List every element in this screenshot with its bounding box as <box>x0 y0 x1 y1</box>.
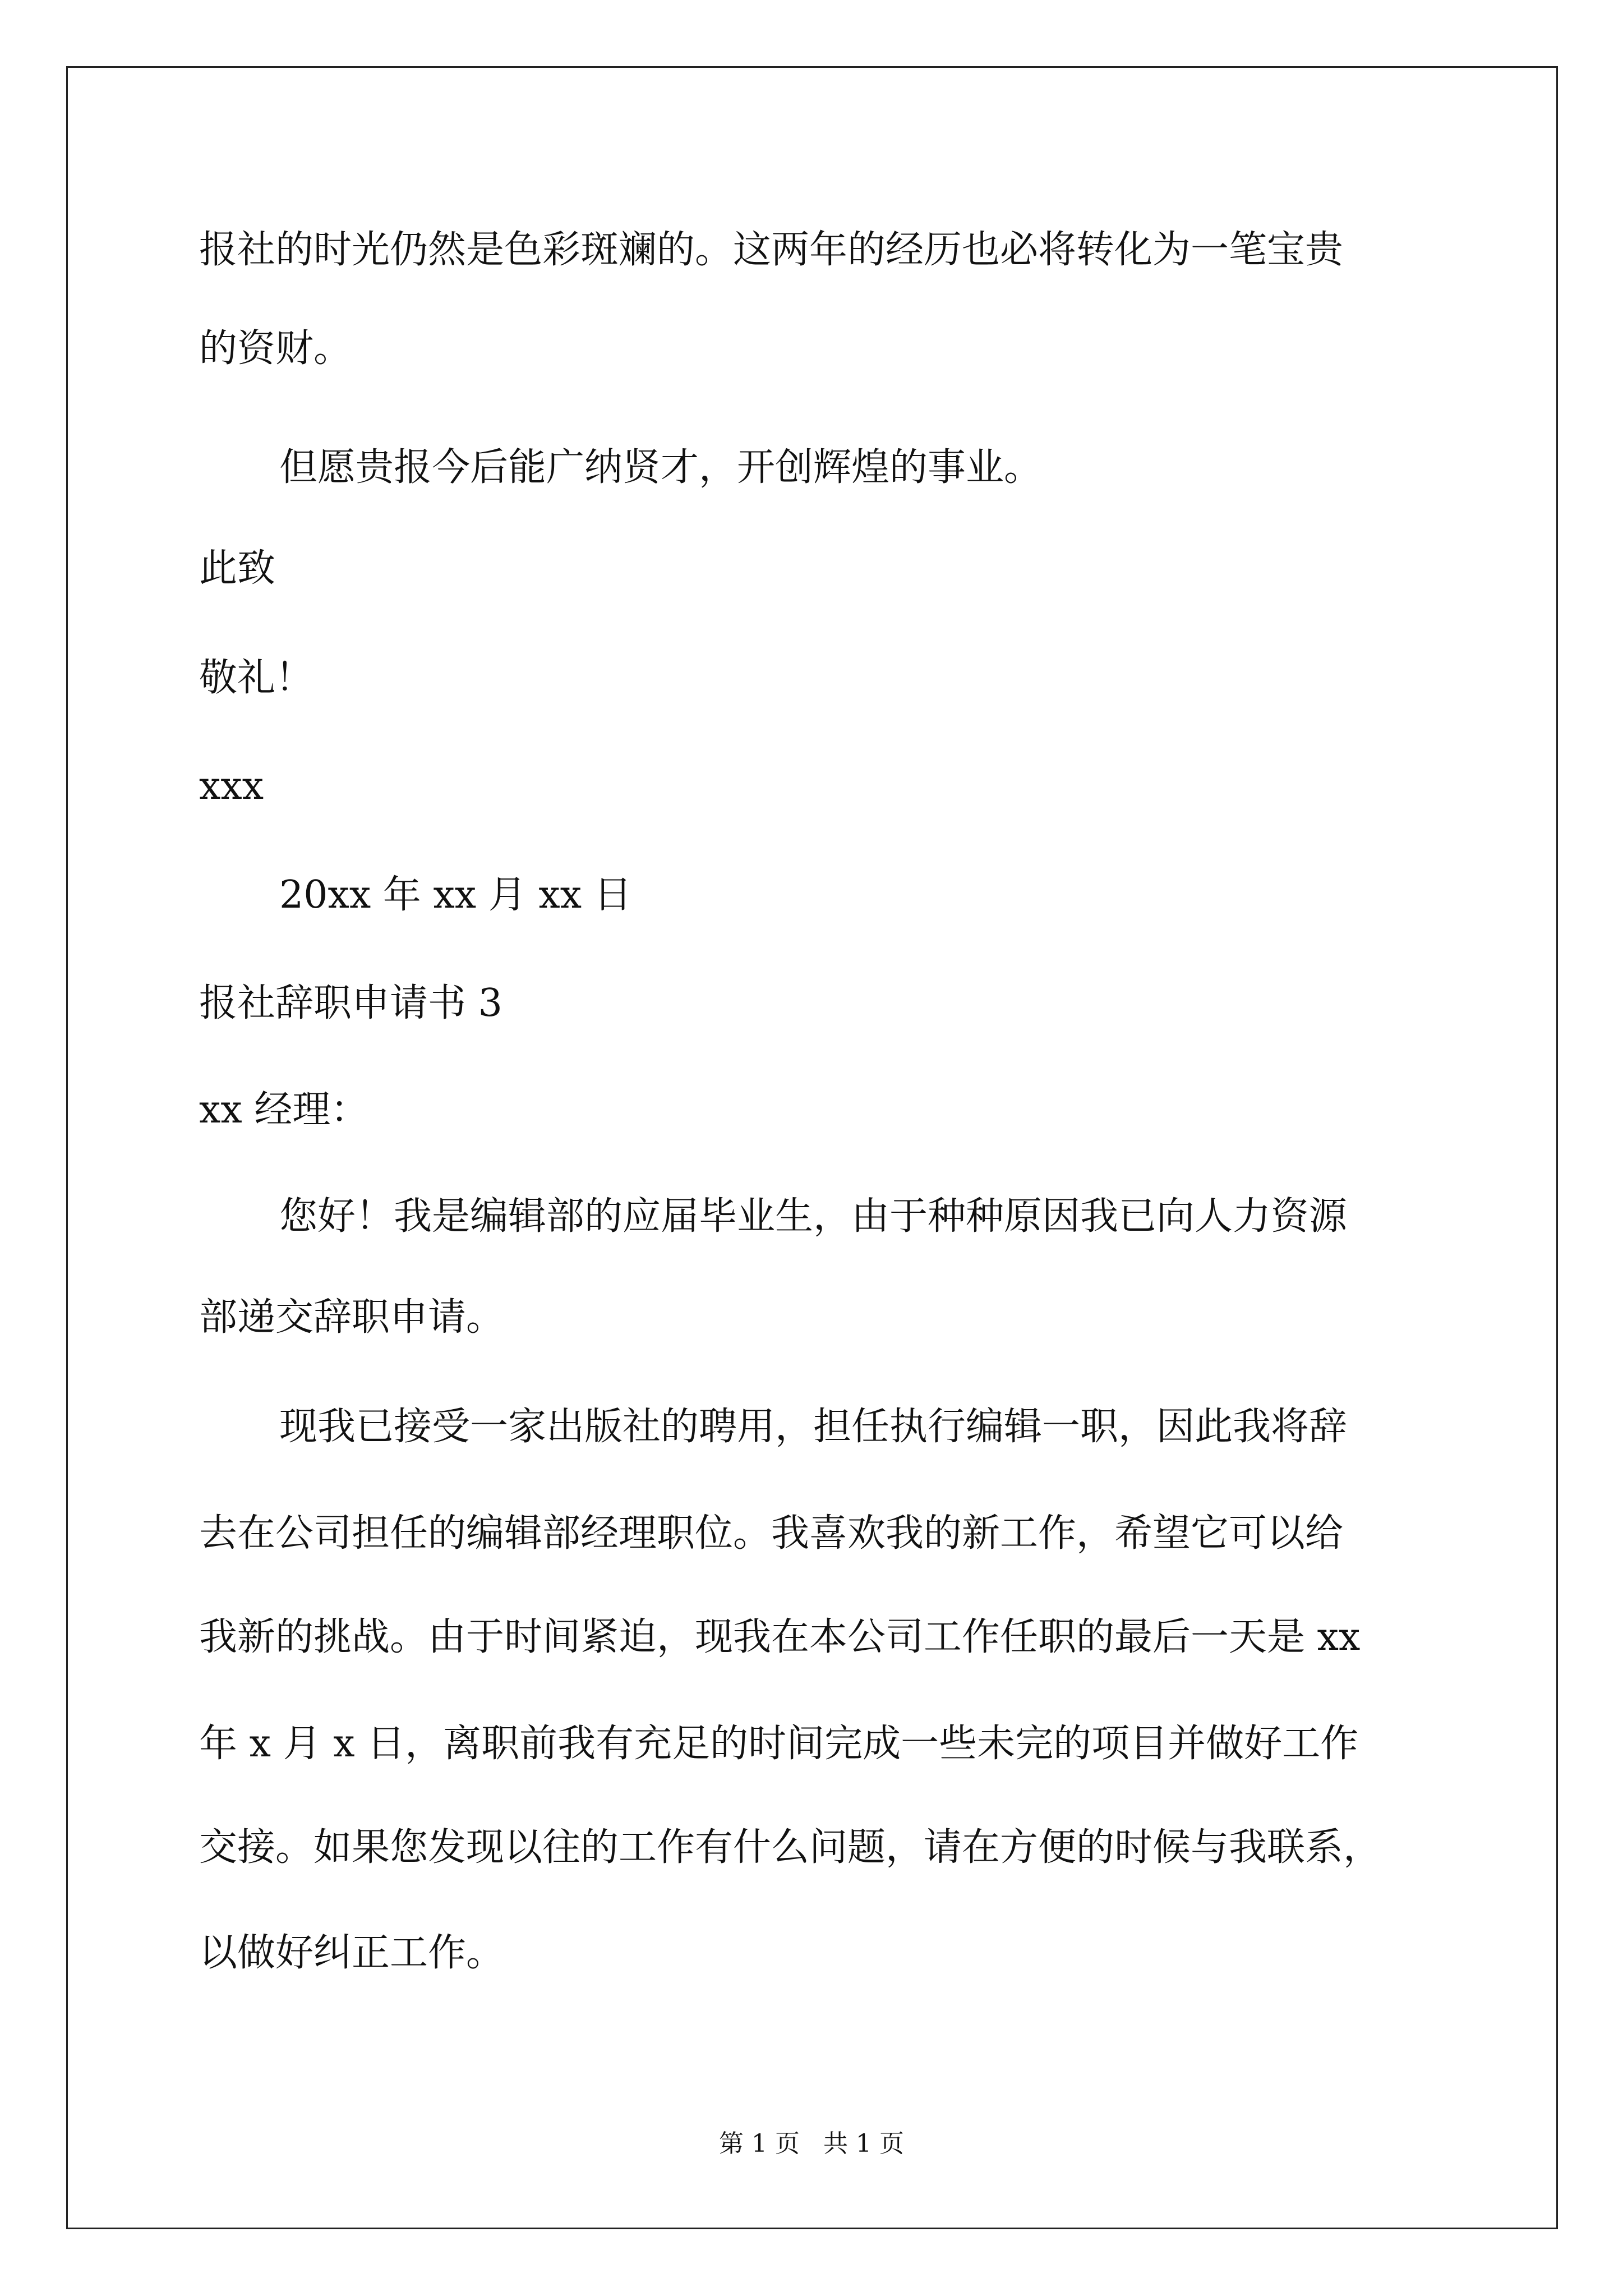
text-line-17: 以做好纠正工作。 <box>199 1931 505 1975</box>
page-footer: 第 1 页 共 1 页 <box>719 2129 904 2158</box>
signature-date: 20xx 年 xx 月 xx 日 <box>279 873 632 917</box>
text-line-14: 我新的挑战。由于时间紧迫，现我在本公司工作任职的最后一天是 xx <box>199 1615 1361 1659</box>
text-line-2: 的资财。 <box>199 326 352 371</box>
text-line-13: 去在公司担任的编辑部经理职位。我喜欢我的新工作，希望它可以给 <box>199 1511 1344 1556</box>
text-line-11: 部递交辞职申请。 <box>199 1295 505 1340</box>
salutation-closing: 此致 <box>199 546 276 591</box>
text-line-15: 年 x 月 x 日，离职前我有充足的时间完成一些未完的项目并做好工作 <box>199 1722 1359 1766</box>
text-line-3: 但愿贵报今后能广纳贤才，开创辉煌的事业。 <box>279 445 1043 490</box>
text-line-1: 报社的时光仍然是色彩斑斓的。这两年的经历也必将转化为一笔宝贵 <box>199 228 1344 272</box>
section-title: 报社辞职申请书 3 <box>199 981 502 1025</box>
text-line-12: 现我已接受一家出版社的聘用，担任执行编辑一职，因此我将辞 <box>279 1405 1348 1449</box>
signature-name: xxx <box>199 764 264 808</box>
text-line-10: 您好！我是编辑部的应届毕业生，由于种种原因我已向人力资源 <box>279 1194 1348 1239</box>
recipient-line: xx 经理： <box>199 1088 369 1132</box>
text-line-16: 交接。如果您发现以往的工作有什么问题，请在方便的时候与我联系， <box>199 1825 1382 1870</box>
page-border <box>66 66 1558 2229</box>
regards: 敬礼！ <box>199 656 314 700</box>
